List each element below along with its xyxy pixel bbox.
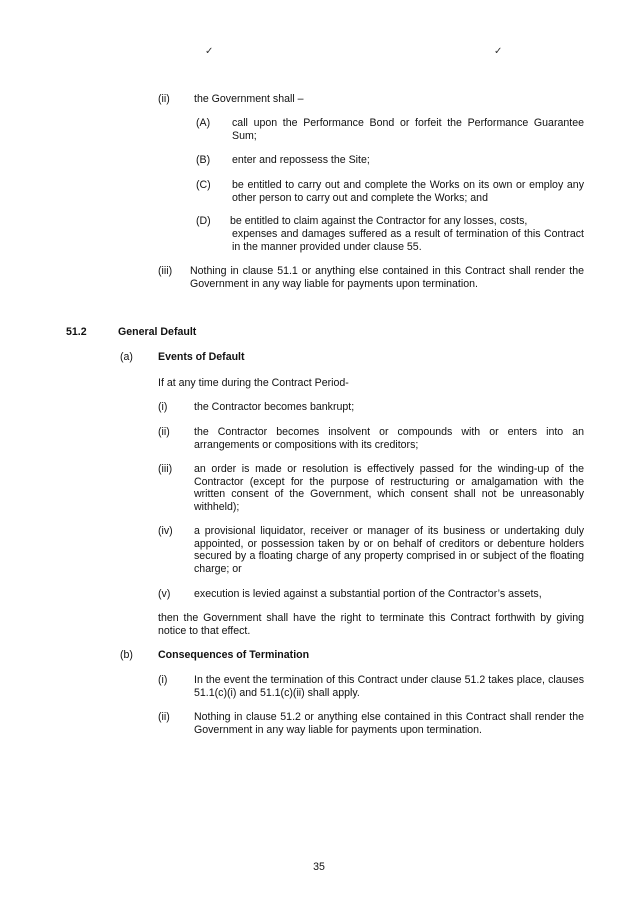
subitem-number: (B) <box>196 154 211 166</box>
item-text: Nothing in clause 51.2 or anything else contained in this Contract shall render the Government in any way liable for payments upon termination. <box>194 711 584 736</box>
item-number: (iii) <box>158 265 173 277</box>
item-number: (ii) <box>158 711 170 723</box>
section-number: 51.2 <box>66 326 87 338</box>
subsection-number: (b) <box>120 649 133 661</box>
section-title: General Default <box>118 326 197 338</box>
item-number: (v) <box>158 588 171 600</box>
subsection-number: (a) <box>120 351 133 363</box>
item-text: a provisional liquidator, receiver or manager of its business or undertaking duly appointed, or possession taken by or on behalf of creditors or debenture holders secured by a floating charge of any property comprised in or subject of the floating charge; or <box>194 525 584 575</box>
item-number: (ii) <box>158 426 170 438</box>
subsection-title: Events of Default <box>158 351 245 363</box>
subitem-text: call upon the Performance Bond or forfeit the Performance Guarantee Sum; <box>232 117 584 142</box>
page-number: 35 <box>313 861 325 873</box>
item-number: (iii) <box>158 463 173 475</box>
subitem-text-continuation: expenses and damages suffered as a result of termination of this Contract in the manner provided under clause 55. <box>232 228 584 253</box>
subitem-text-first-line: be entitled to claim against the Contractor for any losses, costs, <box>230 215 528 227</box>
subitem-number: (D) <box>196 215 211 227</box>
item-number: (i) <box>158 674 168 686</box>
item-text: In the event the termination of this Contract under clause 51.2 takes place, clauses 51.1(c)(i) and 51.1(c)(ii) shall apply. <box>194 674 584 699</box>
paragraph-intro: If at any time during the Contract Period- <box>158 377 349 389</box>
item-number: (ii) <box>158 93 170 105</box>
subitem-number: (A) <box>196 117 211 129</box>
subitem-text: enter and repossess the Site; <box>232 154 370 166</box>
item-text: an order is made or resolution is effectively passed for the winding-up of the Contractor (except for the purpose of restructuring or amalgamation with the written consent of the Government, which consent shall not be unreasonably withheld); <box>194 463 584 513</box>
item-text: execution is levied against a substantial portion of the Contractor’s assets, <box>194 588 542 600</box>
subsection-title: Consequences of Termination <box>158 649 310 661</box>
tick-mark-left: ✓ <box>205 46 214 57</box>
paragraph-closing: then the Government shall have the right to terminate this Contract forthwith by giving notice to that effect. <box>158 612 584 637</box>
tick-mark-right: ✓ <box>494 46 503 57</box>
subitem-number: (C) <box>196 179 211 191</box>
item-number: (iv) <box>158 525 173 537</box>
item-text: the Government shall – <box>194 93 304 105</box>
item-text: the Contractor becomes bankrupt; <box>194 401 355 413</box>
item-text: the Contractor becomes insolvent or compounds with or enters into an arrangements or compositions with its creditors; <box>194 426 584 451</box>
item-number: (i) <box>158 401 168 413</box>
item-text: Nothing in clause 51.1 or anything else contained in this Contract shall render the Government in any way liable for payments upon termination. <box>190 265 584 290</box>
subitem-text: be entitled to carry out and complete the Works on its own or employ any other person to carry out and complete the Works; and <box>232 179 584 204</box>
